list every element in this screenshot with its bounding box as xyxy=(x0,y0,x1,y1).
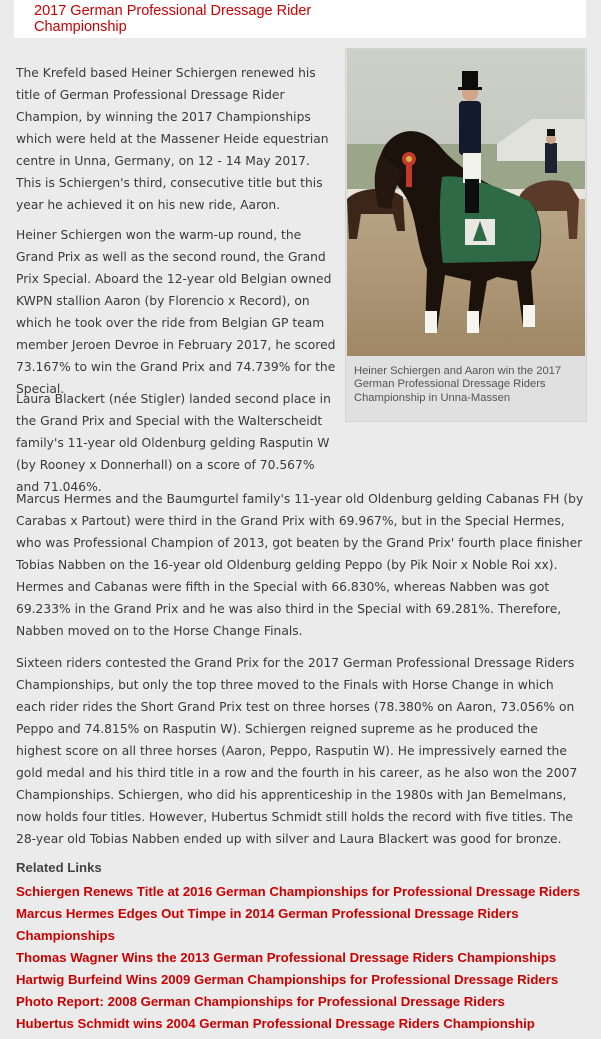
article-paragraph: Marcus Hermes and the Baumgurtel family's 11-year old Oldenburg gelding Cabanas FH (by Carabas x Partout) were third in the Grand Prix with 69.967%, but in the Special Hermes, who was Professional Champion of 2013, got beaten by the Grand Prix' fourth place finisher Tobias Nabben on the 16-year old Oldenburg gelding Peppo (by Pik Noir x Noble Roi xx). Hermes and Cabanas were fifth in the Special with 66.830%, whereas Nabben was got 69.233% in the Grand Prix and he was also third in the Special with 69.281%. Therefore, Nabben moved on to the Horse Change Finals. xyxy=(16,492,584,638)
related-link-2013-championships[interactable]: Thomas Wagner Wins the 2013 German Professional Dressage Riders Championships xyxy=(16,950,557,965)
figure-caption: Heiner Schiergen and Aaron win the 2017 German Professional Dressage Riders Championship in Unna-Massen xyxy=(354,365,562,404)
related-link-2016-championships[interactable]: Schiergen Renews Title at 2016 German Championships for Professional Dressage Riders xyxy=(16,884,581,899)
related-links-list xyxy=(16,881,586,1035)
related-link-2004-championship[interactable]: Hubertus Schmidt wins 2004 German Professional Dressage Riders Championship xyxy=(16,1016,535,1031)
title-box xyxy=(14,0,586,38)
related-links-heading: Related Links xyxy=(16,860,102,875)
article-paragraph: Laura Blackert (née Stigler) landed second place in the Grand Prix and Special with the Walterscheidt family's 11-year old Oldenburg gelding Rasputin W (by Rooney x Donnerhall) on a score of 70.567% and 71.046%. xyxy=(16,392,331,494)
article-paragraph: Heiner Schiergen won the warm-up round, the Grand Prix as well as the second round, the Grand Prix Special. Aboard the 12-year old Belgian owned KWPN stallion Aaron (by Florencio x Record), on which he took over the ride from Belgian GP team member Jeroen Devroe in February 2017, he scored 73.167% to win the Grand Prix and 74.739% for the Special. xyxy=(16,228,336,396)
related-link-2014-championships[interactable]: Marcus Hermes Edges Out Timpe in 2014 German Professional Dressage Riders Championships xyxy=(16,906,519,943)
article-figure xyxy=(345,48,587,422)
article-paragraph: The Krefeld based Heiner Schiergen renewed his title of German Professional Dressage Rider Champion, by winning the 2017 Championships which were held at the Massener Heide equestrian centre in Unna, Germany, on 12 - 14 May 2017. This is Schiergen's third, consecutive title but this year he achieved it on his new ride, Aaron. xyxy=(16,66,329,212)
related-link-2009-championships[interactable]: Hartwig Burfeind Wins 2009 German Championships for Professional Dressage Riders xyxy=(16,972,559,987)
related-link-2008-photo-report[interactable]: Photo Report: 2008 German Championships for Professional Dressage Riders xyxy=(16,994,505,1009)
rider-photo xyxy=(347,49,585,356)
article-paragraph: Sixteen riders contested the Grand Prix for the 2017 German Professional Dressage Riders Championships, but only the top three moved to the Finals with Horse Change in which each rider rides the Short Grand Prix test on three horses (78.380% on Aaron, 73.056% on Peppo and 74.815% on Rasputin W). Schiergen reigned supreme as he produced the highest score on all three horses (Aaron, Peppo, Rasputin W). He impressively earned the gold medal and his third title in a row and the fourth in his career, as he also won the 2007 Championships. Schiergen, who did his apprenticeship in the 1980s with Jan Bemelmans, now holds four titles. However, Hubertus Schmidt still holds the record with five titles. The 28-year old Tobias Nabben ended up with silver and Laura Blackert was good for bronze. xyxy=(16,656,578,846)
article-title: 2017 German Professional Dressage Rider Championship xyxy=(34,3,312,35)
